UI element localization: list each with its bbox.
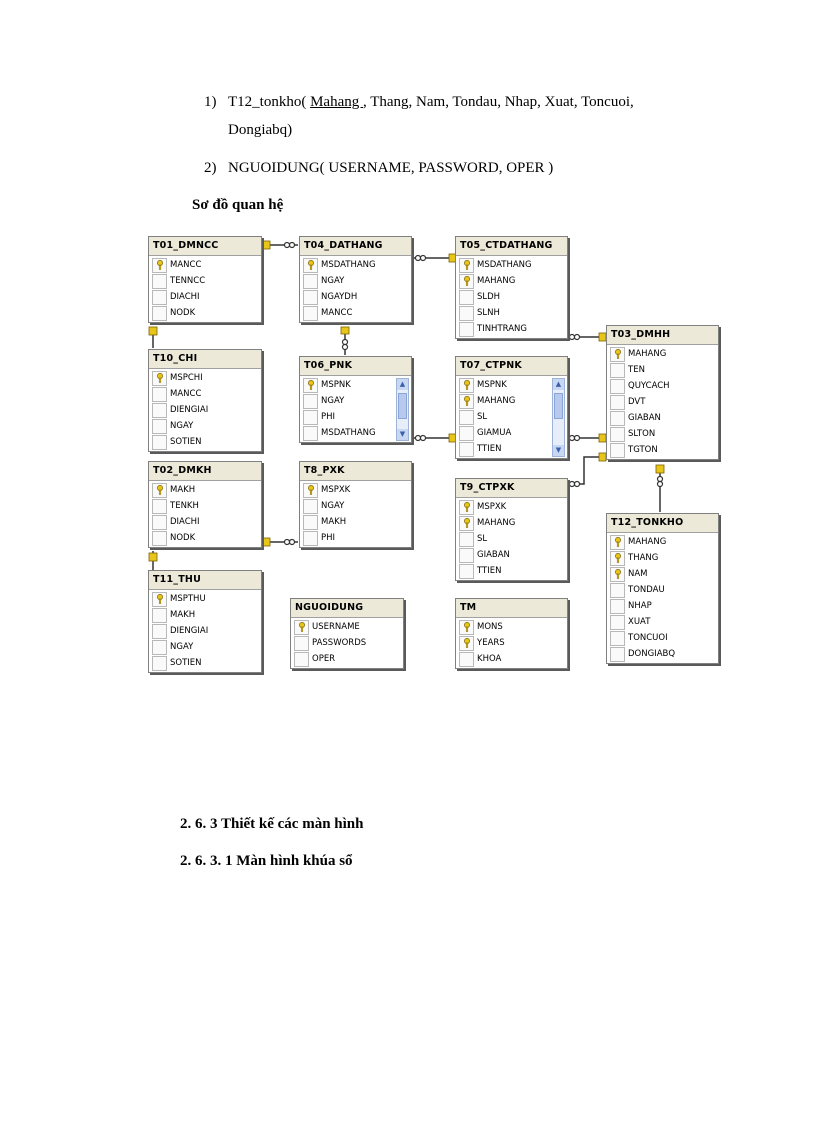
table-field xyxy=(607,614,718,630)
table-field xyxy=(456,409,567,425)
field-name: TINHTRANG xyxy=(477,324,527,334)
table-field xyxy=(456,393,567,409)
table-field xyxy=(607,582,718,598)
field-name: MAKH xyxy=(170,485,196,495)
key-cell xyxy=(610,551,625,566)
table-field xyxy=(291,651,403,667)
field-name: MANCC xyxy=(170,260,202,270)
key-cell xyxy=(152,258,167,273)
field-cell xyxy=(459,652,474,667)
table-title: T03_DMHH xyxy=(607,326,718,345)
diagram-heading: Sơ đồ quan hệ xyxy=(192,197,284,213)
table-field xyxy=(456,531,567,547)
field-cell xyxy=(152,387,167,402)
key-cell xyxy=(152,371,167,386)
key-cell xyxy=(610,347,625,362)
section-heading: 2. 6. 3 Thiết kế các màn hình xyxy=(180,816,364,832)
primary-key-icon xyxy=(156,485,164,495)
table-field xyxy=(456,499,567,515)
key-cell xyxy=(152,483,167,498)
table-t06-pnk xyxy=(299,356,412,443)
table-t03-dmhh xyxy=(606,325,719,460)
field-name: PHI xyxy=(321,412,336,422)
table-title: T07_CTPNK xyxy=(456,357,567,376)
field-name: MAHANG xyxy=(477,518,516,528)
field-name: MONS xyxy=(477,622,503,632)
field-name: MAHANG xyxy=(628,537,667,547)
field-cell xyxy=(152,403,167,418)
table-field xyxy=(149,273,261,289)
key-cell xyxy=(294,620,309,635)
field-name: YEARS xyxy=(477,638,505,648)
table-field xyxy=(300,273,411,289)
table-field xyxy=(456,257,567,273)
table-t01-dmncc xyxy=(148,236,262,323)
field-cell xyxy=(152,306,167,321)
field-cell xyxy=(152,624,167,639)
list-fields: , Thang, Nam, Tondau, Nhap, Xuat, Toncuoi, xyxy=(362,94,634,110)
key-cell xyxy=(459,258,474,273)
table-field xyxy=(607,598,718,614)
table-field xyxy=(456,273,567,289)
field-cell xyxy=(610,379,625,394)
key-cell xyxy=(459,274,474,289)
table-t10-chi xyxy=(148,349,262,452)
field-cell xyxy=(610,363,625,378)
primary-key-icon xyxy=(463,638,471,648)
field-name: NGAY xyxy=(321,276,345,286)
table-field xyxy=(607,534,718,550)
primary-key-icon xyxy=(463,396,471,406)
field-name: NGAY xyxy=(170,642,194,652)
key-cell xyxy=(610,535,625,550)
table-title: T01_DMNCC xyxy=(149,237,261,256)
table-field xyxy=(149,530,261,546)
key-cell xyxy=(459,620,474,635)
field-name: PHI xyxy=(321,533,336,543)
table-field xyxy=(149,370,261,386)
table-field xyxy=(300,409,411,425)
field-cell xyxy=(303,394,318,409)
primary-key-icon xyxy=(307,485,315,495)
table-field xyxy=(456,547,567,563)
primary-key-icon xyxy=(307,260,315,270)
field-name: MSPNK xyxy=(321,380,351,390)
field-name: MSPXK xyxy=(477,502,507,512)
primary-key-icon xyxy=(463,260,471,270)
field-name: SLTON xyxy=(628,429,656,439)
table-field xyxy=(300,482,411,498)
field-cell xyxy=(610,411,625,426)
primary-key-icon xyxy=(298,622,306,632)
table-field xyxy=(300,257,411,273)
primary-key-icon xyxy=(307,380,315,390)
table-field xyxy=(149,386,261,402)
list-number: 2) xyxy=(204,160,217,176)
field-cell xyxy=(152,515,167,530)
field-name: TENNCC xyxy=(170,276,206,286)
field-name: MSDATHANG xyxy=(321,260,376,270)
field-name: GIAMUA xyxy=(477,428,512,438)
table-title: T8_PXK xyxy=(300,462,411,481)
table-field xyxy=(456,515,567,531)
field-name: SL xyxy=(477,412,488,422)
field-name: THANG xyxy=(628,553,659,563)
scroll-up-icon[interactable]: ▲ xyxy=(553,379,564,390)
table-t11-thu xyxy=(148,570,262,673)
table-field xyxy=(149,591,261,607)
table-title: TM xyxy=(456,599,567,618)
table-field xyxy=(300,498,411,514)
field-name: TTIEN xyxy=(477,444,502,454)
primary-key-icon xyxy=(463,518,471,528)
field-cell xyxy=(152,499,167,514)
key-cell xyxy=(459,636,474,651)
primary-key-icon xyxy=(614,349,622,359)
key-cell xyxy=(303,483,318,498)
primary-key-icon xyxy=(463,276,471,286)
table-field xyxy=(607,630,718,646)
table-t9-ctpxk xyxy=(455,478,568,581)
field-cell xyxy=(459,410,474,425)
table-field xyxy=(607,646,718,662)
primary-key-icon xyxy=(463,380,471,390)
field-name: SLNH xyxy=(477,308,500,318)
table-field xyxy=(607,378,718,394)
table-field xyxy=(607,362,718,378)
one-end-key-icon xyxy=(262,241,270,249)
key-cell xyxy=(152,592,167,607)
field-name: DIENGIAI xyxy=(170,626,209,636)
field-name: MSPNK xyxy=(477,380,507,390)
key-field: Mahang xyxy=(310,94,363,110)
key-cell xyxy=(303,258,318,273)
table-field xyxy=(607,410,718,426)
table-field xyxy=(149,482,261,498)
field-name: SOTIEN xyxy=(170,437,202,447)
field-cell xyxy=(459,426,474,441)
table-title: NGUOIDUNG xyxy=(291,599,403,618)
field-name: MANCC xyxy=(170,389,202,399)
table-field xyxy=(607,442,718,458)
table-tm xyxy=(455,598,568,669)
field-name: MAHANG xyxy=(477,276,516,286)
list-item-1-continuation: Dongiabq) xyxy=(228,122,293,138)
table-field xyxy=(456,563,567,579)
list-text: NGUOIDUNG( USERNAME, PASSWORD, OPER ) xyxy=(228,160,554,176)
table-nguoidung xyxy=(290,598,404,669)
primary-key-icon xyxy=(156,260,164,270)
primary-key-icon xyxy=(463,502,471,512)
field-cell xyxy=(152,531,167,546)
field-name: OPER xyxy=(312,654,336,664)
table-field xyxy=(149,305,261,321)
field-cell xyxy=(152,419,167,434)
field-cell xyxy=(294,636,309,651)
field-cell xyxy=(610,443,625,458)
table-field xyxy=(607,566,718,582)
field-name: MAKH xyxy=(170,610,196,620)
field-cell xyxy=(610,615,625,630)
field-cell xyxy=(610,583,625,598)
table-field xyxy=(149,514,261,530)
table-field xyxy=(291,619,403,635)
field-name: MSPXK xyxy=(321,485,351,495)
table-field xyxy=(149,639,261,655)
field-cell xyxy=(303,290,318,305)
field-cell xyxy=(459,532,474,547)
field-cell xyxy=(610,647,625,662)
table-t07-ctpnk xyxy=(455,356,568,459)
field-name: DVT xyxy=(628,397,646,407)
field-cell xyxy=(610,599,625,614)
table-field xyxy=(149,434,261,450)
field-name: MSPCHI xyxy=(170,373,203,383)
field-name: NGAY xyxy=(170,421,194,431)
field-name: NGAY xyxy=(321,396,345,406)
table-field xyxy=(149,607,261,623)
field-name: NODK xyxy=(170,533,196,543)
subsection-heading: 2. 6. 3. 1 Màn hình khúa sổ xyxy=(180,853,353,869)
table-title: T06_PNK xyxy=(300,357,411,376)
field-name: MANCC xyxy=(321,308,353,318)
table-title: T12_TONKHO xyxy=(607,514,718,533)
key-cell xyxy=(303,378,318,393)
field-cell xyxy=(459,564,474,579)
vertical-scrollbar[interactable] xyxy=(552,378,565,457)
table-title: T11_THU xyxy=(149,571,261,590)
table-t8-pxk xyxy=(299,461,412,548)
field-name: NHAP xyxy=(628,601,652,611)
field-cell xyxy=(294,652,309,667)
table-field xyxy=(300,289,411,305)
primary-key-icon xyxy=(614,553,622,563)
table-field xyxy=(456,619,567,635)
table-field xyxy=(300,377,411,393)
primary-key-icon xyxy=(156,373,164,383)
table-field xyxy=(607,394,718,410)
table-field xyxy=(300,425,411,441)
table-field xyxy=(456,305,567,321)
table-title: T04_DATHANG xyxy=(300,237,411,256)
field-name: MAHANG xyxy=(628,349,667,359)
table-field xyxy=(456,377,567,393)
primary-key-icon xyxy=(463,622,471,632)
field-name: MSDATHANG xyxy=(477,260,532,270)
table-field xyxy=(456,635,567,651)
scroll-down-icon[interactable]: ▼ xyxy=(397,429,408,440)
field-cell xyxy=(303,426,318,441)
field-cell xyxy=(152,435,167,450)
table-field xyxy=(300,393,411,409)
field-name: DONGIABQ xyxy=(628,649,676,659)
table-field xyxy=(456,425,567,441)
table-field xyxy=(149,655,261,671)
field-name: DIENGIAI xyxy=(170,405,209,415)
table-field xyxy=(149,418,261,434)
table-field xyxy=(291,635,403,651)
scroll-up-icon[interactable]: ▲ xyxy=(397,379,408,390)
field-name: SLDH xyxy=(477,292,501,302)
field-cell xyxy=(610,631,625,646)
vertical-scrollbar[interactable] xyxy=(396,378,409,441)
field-name: DIACHI xyxy=(170,517,200,527)
table-t04-dathang xyxy=(299,236,412,323)
key-cell xyxy=(459,378,474,393)
field-name: USERNAME xyxy=(312,622,360,632)
table-field xyxy=(607,346,718,362)
field-cell xyxy=(459,442,474,457)
field-name: MSPTHU xyxy=(170,594,206,604)
field-name: TTIEN xyxy=(477,566,502,576)
field-name: SL xyxy=(477,534,488,544)
table-field xyxy=(456,321,567,337)
table-title: T02_DMKH xyxy=(149,462,261,481)
field-name: DIACHI xyxy=(170,292,200,302)
key-cell xyxy=(459,500,474,515)
field-name: MAKH xyxy=(321,517,347,527)
primary-key-icon xyxy=(614,537,622,547)
table-field xyxy=(607,426,718,442)
table-field xyxy=(300,305,411,321)
table-field xyxy=(456,289,567,305)
table-field xyxy=(456,651,567,667)
field-cell xyxy=(459,548,474,563)
field-name: NODK xyxy=(170,308,196,318)
field-cell xyxy=(459,290,474,305)
field-cell xyxy=(303,499,318,514)
field-cell xyxy=(610,427,625,442)
field-name: NGAYDH xyxy=(321,292,358,302)
field-name: PASSWORDS xyxy=(312,638,367,648)
field-name: TONDAU xyxy=(628,585,665,595)
primary-key-icon xyxy=(156,594,164,604)
field-name: GIABAN xyxy=(628,413,661,423)
field-cell xyxy=(152,274,167,289)
field-cell xyxy=(303,531,318,546)
table-title: T9_CTPXK xyxy=(456,479,567,498)
scroll-thumb[interactable] xyxy=(398,393,407,419)
key-cell xyxy=(610,567,625,582)
field-name: NAM xyxy=(628,569,648,579)
table-title: T05_CTDATHANG xyxy=(456,237,567,256)
field-cell xyxy=(303,515,318,530)
field-cell xyxy=(459,306,474,321)
field-name: TENKH xyxy=(170,501,199,511)
table-field xyxy=(300,530,411,546)
key-cell xyxy=(459,394,474,409)
table-t05-ctdathang xyxy=(455,236,568,339)
table-title: T10_CHI xyxy=(149,350,261,369)
scroll-thumb[interactable] xyxy=(554,393,563,419)
field-name: XUAT xyxy=(628,617,651,627)
field-cell xyxy=(152,290,167,305)
table-field xyxy=(149,623,261,639)
field-name: KHOA xyxy=(477,654,502,664)
list-table-name: T12_tonkho( xyxy=(228,94,307,110)
table-field xyxy=(149,289,261,305)
field-cell xyxy=(610,395,625,410)
field-name: SOTIEN xyxy=(170,658,202,668)
field-cell xyxy=(303,410,318,425)
table-field xyxy=(456,441,567,457)
field-name: TGTON xyxy=(628,445,658,455)
table-field xyxy=(149,402,261,418)
field-name: QUYCACH xyxy=(628,381,670,391)
field-name: MSDATHANG xyxy=(321,428,376,438)
field-cell xyxy=(152,656,167,671)
table-field xyxy=(149,498,261,514)
field-name: TONCUOI xyxy=(628,633,668,643)
field-name: TEN xyxy=(628,365,645,375)
field-cell xyxy=(459,322,474,337)
field-name: NGAY xyxy=(321,501,345,511)
list-number: 1) xyxy=(204,94,217,110)
primary-key-icon xyxy=(614,569,622,579)
table-field xyxy=(149,257,261,273)
table-field xyxy=(300,514,411,530)
table-t12-tonkho xyxy=(606,513,719,664)
key-cell xyxy=(459,516,474,531)
field-cell xyxy=(152,640,167,655)
field-name: GIABAN xyxy=(477,550,510,560)
table-t02-dmkh xyxy=(148,461,262,548)
field-cell xyxy=(303,306,318,321)
field-cell xyxy=(303,274,318,289)
field-cell xyxy=(152,608,167,623)
scroll-down-icon[interactable]: ▼ xyxy=(553,445,564,456)
table-field xyxy=(607,550,718,566)
field-name: MAHANG xyxy=(477,396,516,406)
